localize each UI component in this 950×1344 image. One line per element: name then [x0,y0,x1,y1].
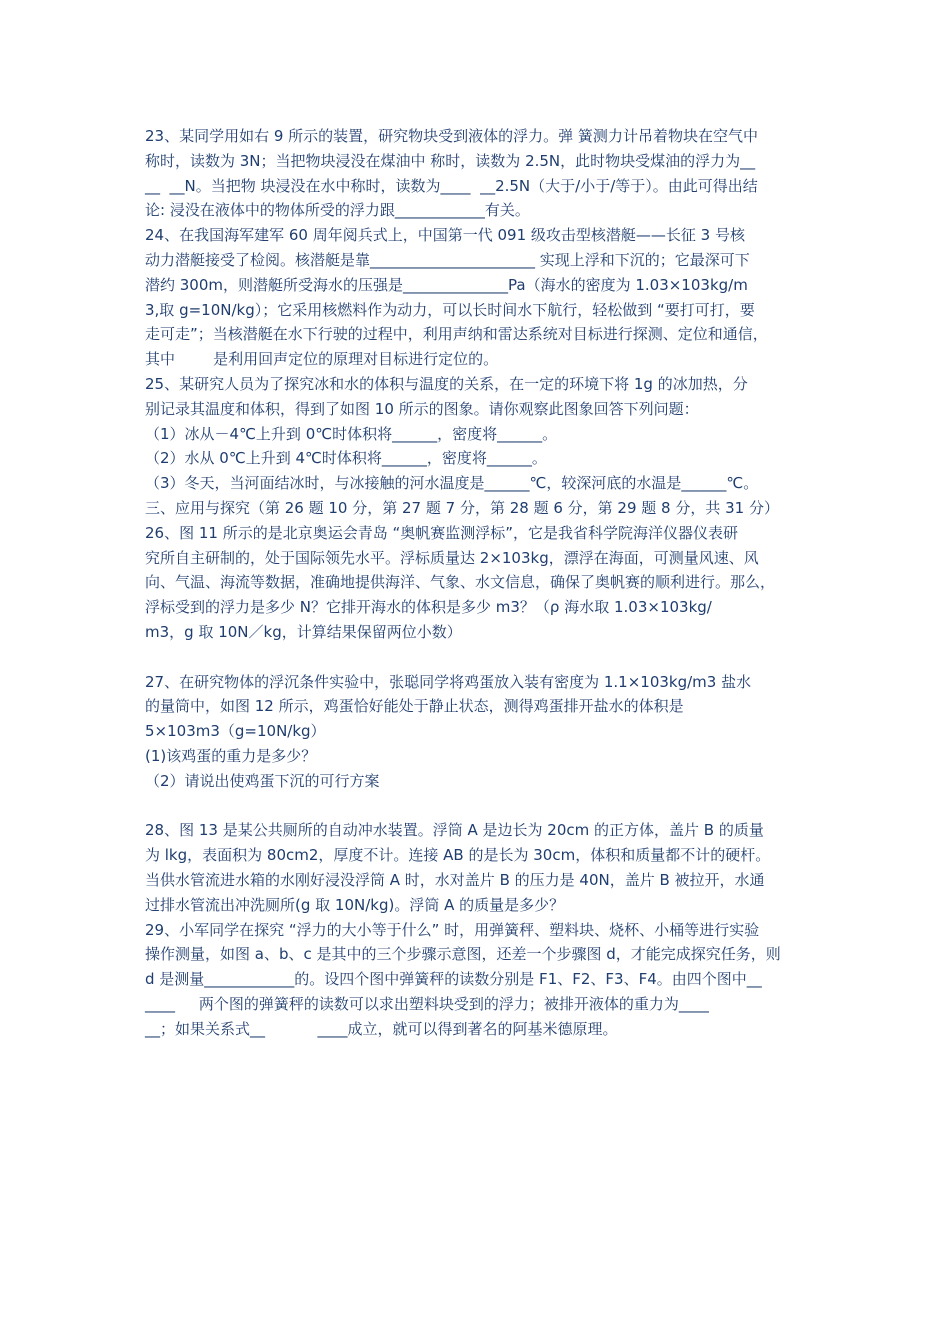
question-26-line: m3，g 取 10N／kg，计算结果保留两位小数） [145,622,462,641]
question-28-line: 为 lkg，表面积为 80cm2，厚度不计。连接 AB 的是长为 30cm，体积和质量都不计的硬杆。 [145,846,771,865]
question-24-line: 潜约 300m，则潜艇所受海水的压强是______________Pa（海水的密度为 1.03×103kg/m [145,275,748,294]
section-3-heading: 三、应用与探究（第 26 题 10 分，第 27 题 7 分，第 28 题 6 分，第 29 题 8 分，共 31 分） [145,498,779,517]
question-25-line: （2）水从 0℃上升到 4℃时体积将______，密度将______。 [145,449,547,468]
question-26-line: 究所自主研制的，处于国际领先水平。浮标质量达 2×103kg，漂浮在海面，可测量风速、风 [145,548,759,567]
question-29-line: 操作测量，如图 a、b、c 是其中的三个步骤示意图，还差一个步骤图 d，才能完成探究任务，则 [145,945,781,964]
question-29-line: __；如果关系式__ ____成立，就可以得到著名的阿基米德原理。 [145,1019,618,1038]
question-25-line: 别记录其温度和体积，得到了如图 10 所示的图象。请你观察此图象回答下列问题： [145,399,699,418]
question-29-line: d 是测量____________的。设四个图中弹簧秤的读数分别是 F1、F2、F3、F4。由四个图中__ [145,970,762,989]
question-25 [145,372,813,496]
question-29-line: ____ 两个图的弹簧秤的读数可以求出塑料块受到的浮力；被排开液体的重力为____ [145,994,709,1013]
paragraph-spacer [145,794,813,819]
question-28 [145,818,813,917]
question-27-line: 5×103m3（g=10N/kg） [145,722,326,741]
question-26 [145,521,813,645]
question-26-line: 浮标受到的浮力是多少 N？它排开海水的体积是多少 m3？（ρ 海水取 1.03×103kg/ [145,598,712,617]
question-27-line: (1)该鸡蛋的重力是多少？ [145,746,317,765]
question-23 [145,124,813,223]
question-23-line: 23、某同学用如右 9 所示的装置，研究物块受到液体的浮力。弹 簧测力计吊着物块在空气中 [145,127,758,145]
question-29-line: 29、小军同学在探究 “浮力的大小等于什么” 时，用弹簧秤、塑料块、烧杯、小桶等进行实验 [145,920,760,939]
question-23-line: __ __N。当把物 块浸没在水中称时，读数为____ __2.5N（大于/小于/等于）。由此可得出结 [145,176,758,195]
question-24-line: 动力潜艇接受了检阅。核潜艇是靠______________________ 实现上浮和下沉的；它最深可下 [145,250,750,269]
question-25-line: 25、某研究人员为了探究冰和水的体积与温度的关系，在一定的环境下将 1g 的冰加热，分 [145,374,748,393]
question-27 [145,670,813,794]
question-27-line: 的量筒中，如图 12 所示，鸡蛋恰好能处于静止状态，测得鸡蛋排开盐水的体积是 [145,697,684,716]
question-27-line: 27、在研究物体的浮沉条件实验中，张聪同学将鸡蛋放入装有密度为 1.1×103kg/m3 盐水 [145,672,752,691]
question-25-line: （3）冬天，当河面结冰时，与冰接触的河水温度是______℃，较深河底的水温是______℃。 [145,474,759,493]
paragraph-spacer [145,645,813,670]
question-24 [145,223,813,372]
question-24-line: 其中 是利用回声定位的原理对目标进行定位的。 [145,350,499,369]
question-28-line: 过排水管流出冲洗厕所(g 取 10N/kg)。浮筒 A 的质量是多少？ [145,895,565,914]
question-23-line: 论: 浸没在液体中的物体所受的浮力跟____________有关。 [145,201,530,220]
document-body [145,124,813,1041]
question-23-line: 称时，读数为 3N；当把物块浸没在煤油中 称时，读数为 2.5N，此时物块受煤油的浮力为__ [145,151,756,170]
question-25-line: （1）冰从－4℃上升到 0℃时体积将______，密度将______。 [145,424,558,443]
question-28-line: 28、图 13 是某公共厕所的自动冲水装置。浮筒 A 是边长为 20cm 的正方体，盖片 B 的质量 [145,821,764,840]
question-29 [145,918,813,1042]
question-27-line: （2）请说出使鸡蛋下沉的可行方案 [145,771,380,790]
question-28-line: 当供水管流进水箱的水刚好浸没浮筒 A 时，水对盖片 B 的压力是 40N，盖片 B 被拉开，水通 [145,870,765,889]
question-26-line: 26、图 11 所示的是北京奥运会青岛 “奥帆赛监测浮标”，它是我省科学院海洋仪器仪表研 [145,523,739,542]
question-24-line: 3,取 g=10N/kg）；它采用核燃料作为动力，可以长时间水下航行，轻松做到 “要打可打，要 [145,300,755,319]
question-24-line: 24、在我国海军建军 60 周年阅兵式上，中国第一代 091 级攻击型核潜艇——长征 3 号核 [145,226,745,245]
question-24-line: 走可走”；当核潜艇在水下行驶的过程中，利用声纳和雷达系统对目标进行探测、定位和通信， [145,325,768,344]
question-26-line: 向、气温、海流等数据，准确地提供海洋、气象、水文信息，确保了奥帆赛的顺利进行。那么， [145,573,776,592]
